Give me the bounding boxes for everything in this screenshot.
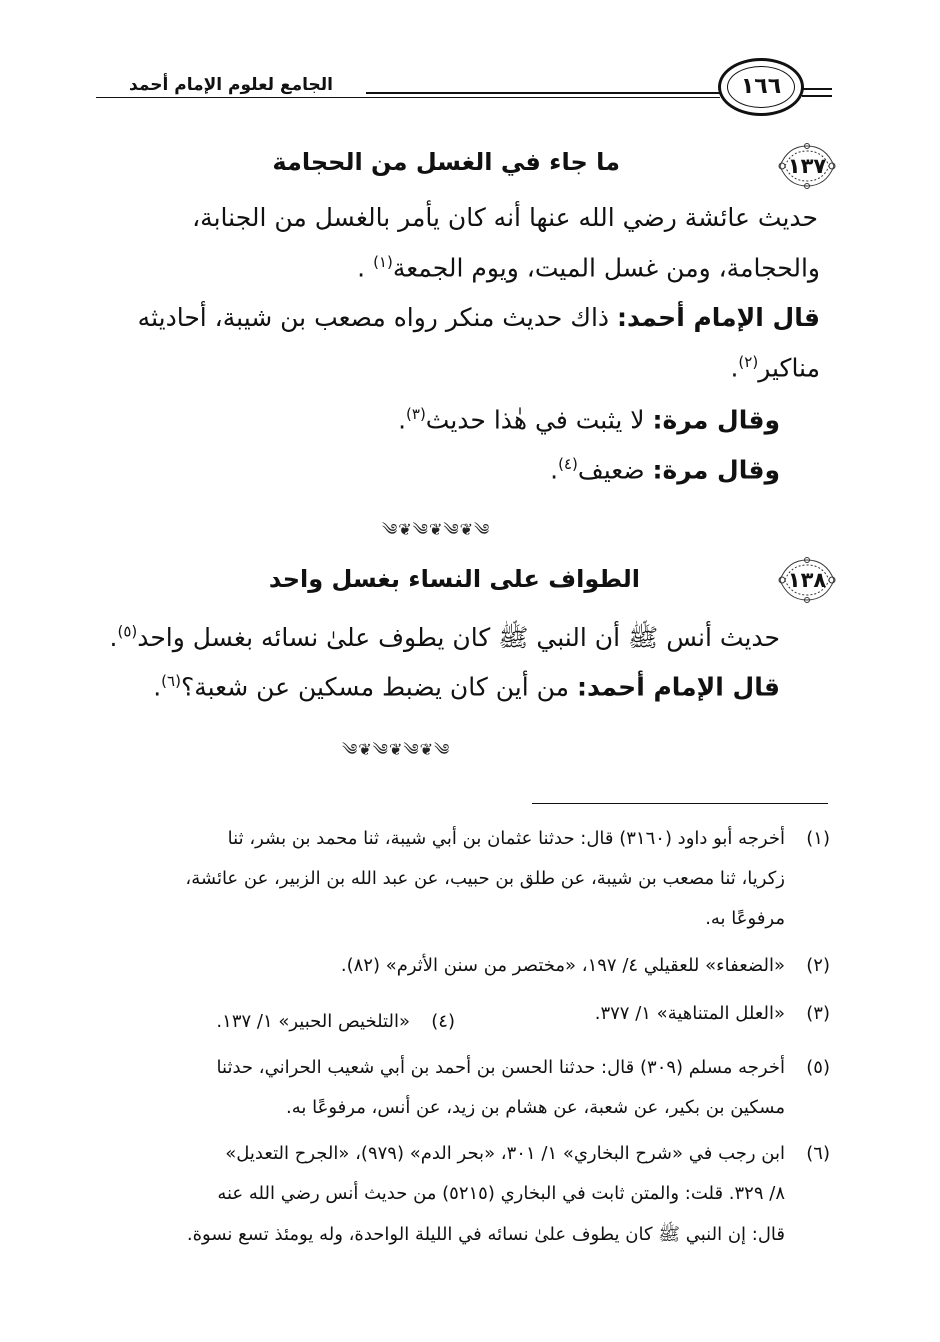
section-title: الطواف على النساء بغسل واحد (268, 565, 640, 593)
footnote-separator (532, 803, 828, 804)
footnote-ref: (٦) (161, 672, 181, 690)
page-number-frame (718, 58, 804, 116)
speaker-label: وقال مرة: (652, 455, 780, 485)
section-divider-ornament: ༄❦༄❦༄❦༄ (382, 520, 491, 539)
speaker-label: قال الإمام أحمد: (576, 672, 780, 702)
footnote-number: (٣) (806, 1003, 830, 1024)
section-number: ١٣٨ (787, 568, 827, 592)
header-rule-left-thin (96, 97, 720, 98)
header-rule-right-2 (802, 95, 832, 97)
footnote-number: (٢) (806, 955, 830, 976)
footnote-line: أخرجه أبو داود (٣١٦٠) قال: حدثنا عثمان بن أبي شيبة، ثنا محمد بن بشر، ثنا (227, 828, 785, 849)
speaker-label: وقال مرة: (652, 405, 780, 435)
header-rule-right (802, 88, 832, 90)
footnote-line: «التلخيص الحبير» ١/ ١٣٧. (216, 1011, 410, 1032)
section-divider-ornament: ༄❦༄❦༄❦༄ (342, 740, 451, 759)
footnote-number: (٥) (806, 1057, 830, 1078)
running-title: الجامع لعلوم الإمام أحمد (96, 75, 366, 95)
text-line: وقال مرة: لا يثبت في هٰذا حديث$^{(٣)}$. (398, 405, 780, 435)
footnote-line: ٨/ ٣٢٩. قلت: والمتن ثابت في البخاري (٥٢١٥) من حديث أنس رضي الله عنه (217, 1183, 785, 1204)
speaker-label: قال الإمام أحمد: (616, 303, 820, 332)
footnote-ref: (٤) (558, 455, 578, 473)
footnote-line: «العلل المتناهية» ١/ ٣٧٧. (594, 1003, 785, 1024)
text-line: وقال مرة: ضعيف$^{(٤)}$. (550, 455, 780, 485)
text-line: حديث عائشة رضي الله عنها أنه كان يأمر بالغسل من الجنابة، (192, 203, 818, 232)
footnote-line: مرفوعًا به. (705, 908, 785, 929)
text-line: قال الإمام أحمد: ذاك حديث منكر رواه مصعب بن شيبة، أحاديثه (137, 303, 820, 332)
section-number-badge (776, 556, 838, 604)
section-number-badge (776, 142, 838, 190)
text-line: والحجامة، ومن غسل الميت، ويوم الجمعة$^{(١)}$ . (357, 253, 820, 283)
text-line: مناكير$^{(٢)}$. (730, 353, 820, 383)
section-number: ١٣٧ (787, 154, 827, 178)
footnote-line: ابن رجب في «شرح البخاري» ١/ ٣٠١، «بحر الدم» (٩٧٩)، «الجرح التعديل» (225, 1143, 785, 1164)
footnote-line: مسكين بن بكير، عن شعبة، عن هشام بن زيد، عن أنس، مرفوعًا به. (286, 1097, 785, 1118)
text-line: قال الإمام أحمد: من أين كان يضبط مسكين عن شعبة؟$^{(٦)}$. (153, 672, 780, 702)
section-title: ما جاء في الغسل من الحجامة (272, 148, 620, 176)
footnote-ref: (٣) (406, 405, 426, 423)
footnote-line: زكريا، ثنا مصعب بن شيبة، عن طلق بن حبيب، عن عبد الله بن الزبير، عن عائشة، (185, 868, 785, 889)
footnote-ref: (٢) (738, 353, 759, 371)
text-line: حديث أنس ﷺ أن النبي ﷺ كان يطوف علىٰ نسائه بغسل واحد$^{(٥)}$. (109, 622, 780, 652)
page-number: ١٦٦ (740, 74, 782, 99)
footnote-number: (٤) (431, 1011, 455, 1032)
footnote-number: (٦) (806, 1143, 830, 1164)
footnote-ref: (١) (373, 253, 393, 271)
footnote-line: قال: إن النبي ﷺ كان يطوف علىٰ نسائه في الليلة الواحدة، وله يومئذ تسع نسوة. (186, 1224, 785, 1245)
footnote-number: (١) (806, 828, 830, 849)
footnote-ref: (٥) (117, 622, 138, 641)
footnote-line: «الضعفاء» للعقيلي ٤/ ١٩٧، «مختصر من سنن الأثرم» (٨٢). (340, 955, 785, 976)
footnote-line: أخرجه مسلم (٣٠٩) قال: حدثنا الحسن بن أحمد بن أبي شعيب الحراني، حدثنا (216, 1057, 785, 1078)
